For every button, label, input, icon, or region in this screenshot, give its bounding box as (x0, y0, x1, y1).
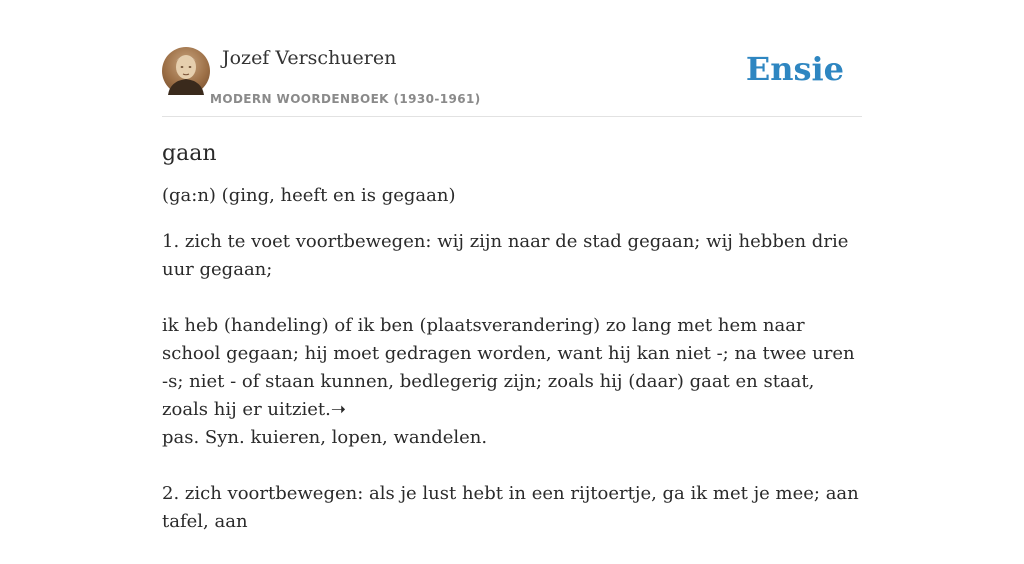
source-label[interactable]: MODERN WOORDENBOEK (1930-1961) (210, 92, 481, 106)
entry-content (162, 136, 862, 564)
definition-1-usage-text: ik heb (handeling) of ik ben (plaatsverandering) zo lang met hem naar school gegaan; hij moet gedragen worden, want hij kan niet -; na twee uren -s; niet - of staan kunnen, bedlegerig zijn; zoals hij (daar) gaat en staat, zoals hij er uitziet. (162, 315, 855, 420)
definition-1-synonyms: pas. Syn. kuieren, lopen, wandelen. (162, 427, 488, 448)
definition-1-usage (162, 312, 862, 452)
definition-1: 1. zich te voet voortbewegen: wij zijn naar de stad gegaan; wij hebben drie uur gegaan; (162, 231, 849, 280)
entry-header (162, 46, 862, 117)
author-avatar[interactable] (162, 47, 210, 95)
definition-2: 2. zich voortbewegen: als je lust hebt in een rijtoertje, ga ik met je mee; aan tafel, aan (162, 483, 859, 532)
arrow-right-icon[interactable]: ➝ (330, 399, 346, 420)
entry-grammar: (ga:n) (ging, heeft en is gegaan) (162, 185, 456, 206)
entry-word: gaan (162, 141, 217, 166)
ensie-logo[interactable]: Ensie (745, 50, 844, 88)
author-name[interactable]: Jozef Verschueren (222, 47, 397, 69)
author-portrait-icon (162, 47, 210, 95)
